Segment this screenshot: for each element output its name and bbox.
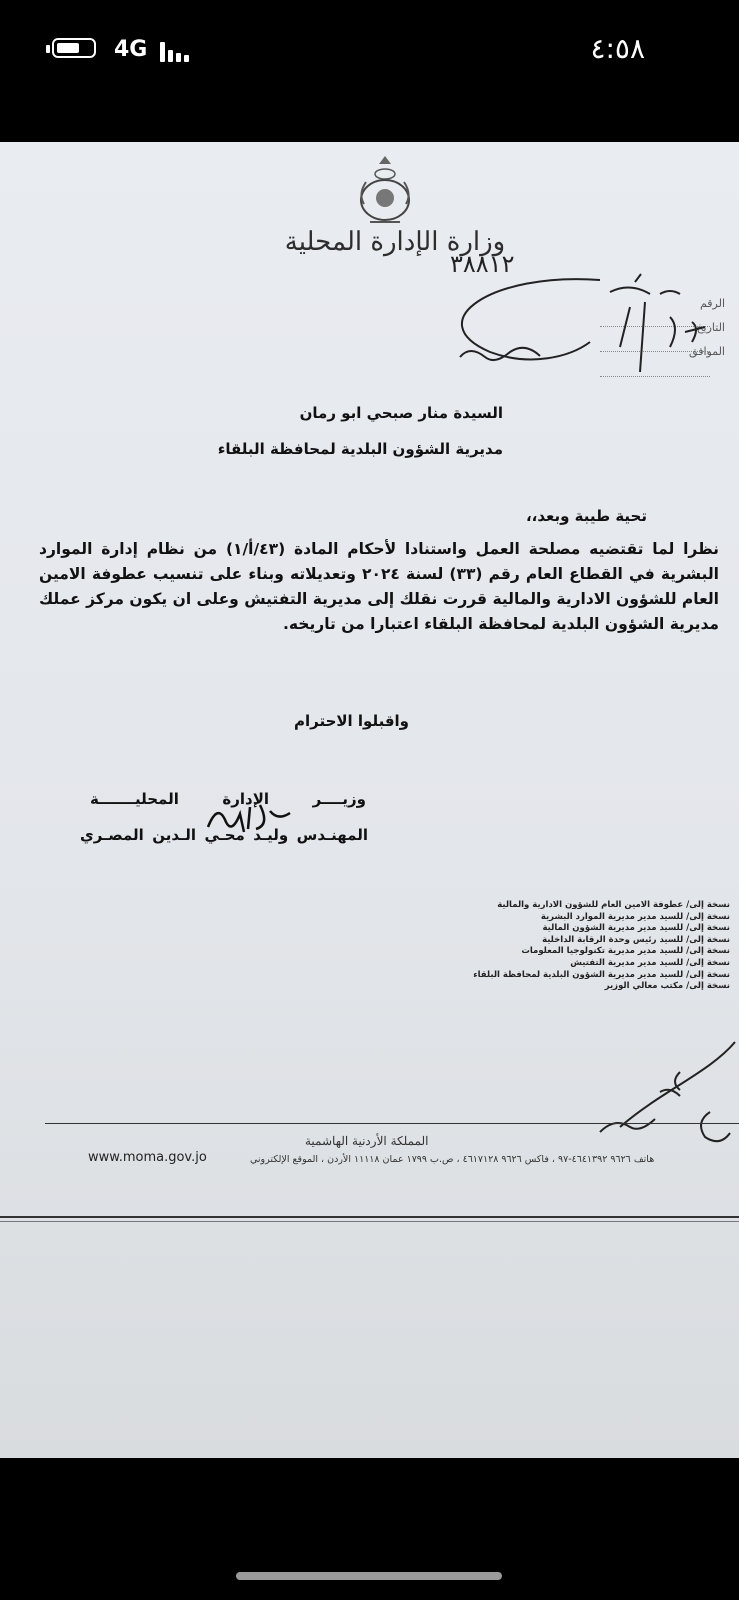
royal-emblem-icon xyxy=(350,152,420,232)
footer-divider xyxy=(45,1123,739,1124)
signal-strength-icon xyxy=(160,40,200,62)
cc-item: نسخة إلى/ للسيد مدير مديرية الشؤون المالية xyxy=(542,923,730,934)
cc-item: نسخة إلى/ للسيد رئيس وحدة الرقابة الداخلية xyxy=(542,934,730,945)
battery-cap xyxy=(46,45,50,53)
ref-label: الرقم xyxy=(699,297,725,310)
cc-item: نسخة إلى/ للسيد مدير مديرية الشؤون البلدية لمحافظة البلقاء xyxy=(473,969,730,980)
date-label: التاريخ xyxy=(696,321,725,334)
hijri-date-label: الموافق xyxy=(689,345,725,358)
bottom-border-thin xyxy=(0,1221,739,1222)
document-page xyxy=(0,142,739,1458)
addressee-name: السيدة منار صبحي ابو رمان xyxy=(299,404,503,422)
letter-body: نظرا لما تقتضيه مصلحة العمل واستنادا لأحكام المادة (٤٣/أ/١) من نظام إدارة الموارد البشرية في القطاع العام رقم (٣٣) لسنة ٢٠٢٤ وتعديلاته وبناء على تنسيب عطوفة الامين العام للشؤون الادارية والمالية قررت نقلك إلى مديرية التفتيش وعلى ان يكون مركز عملك مديرية الشؤون البلدية لمحافظة البلقاء اعتبارا من تاريخه. xyxy=(39,540,719,633)
battery-icon xyxy=(52,38,96,58)
footer-website: www.moma.gov.jo xyxy=(88,1150,207,1165)
handwritten-annotation xyxy=(560,1032,739,1152)
closing: واقبلوا الاحترام xyxy=(293,712,409,730)
cc-item: نسخة إلى/ للسيد مدير مديرية الموارد البشرية xyxy=(540,911,730,922)
signer-title: وزيــــر الإدارة المحليـــــــة xyxy=(90,790,366,808)
signer-name: المهنـدس وليـد محـي الـدين المصـري xyxy=(80,826,368,844)
handwritten-date-marks xyxy=(430,262,730,382)
copies-list xyxy=(380,900,730,993)
cc-item: نسخة إلى/ للسيد مدير مديرية التفتيش xyxy=(570,957,730,968)
addressee-directorate: مديرية الشؤون البلدية لمحافظة البلقاء xyxy=(217,440,503,458)
network-type: 4G xyxy=(114,37,148,62)
cc-item: نسخة إلى/ للسيد مدير مديرية تكنولوجيا المعلومات xyxy=(521,946,730,957)
reference-number: ٣٨٨١٢ xyxy=(450,250,515,278)
home-indicator[interactable] xyxy=(236,1572,502,1580)
bottom-border xyxy=(0,1216,739,1218)
signature-icon xyxy=(200,797,310,837)
cc-item: نسخة إلى/ مكتب معالي الوزير xyxy=(604,981,730,992)
greeting: تحية طيبة وبعد،، xyxy=(525,507,647,525)
status-bar xyxy=(0,0,739,100)
footer-kingdom: المملكة الأردنية الهاشمية xyxy=(305,1134,429,1148)
cc-item: نسخة إلى/ عطوفة الامين العام للشؤون الادارية والمالية xyxy=(497,900,730,910)
clock: ٤:٥٨ xyxy=(590,32,645,65)
ministry-name: وزارة الإدارة المحلية xyxy=(284,227,506,257)
footer-contact-info: هاتف ٩٦٢٦ ٤٦٤١٣٩٢-٩٧ ، فاكس ٩٦٢٦ ٤٦١٧١٢٨ ، ص.ب ١٧٩٩ عمان ١١١١٨ الأردن ، الموقع الإلكتروني xyxy=(250,1154,655,1165)
